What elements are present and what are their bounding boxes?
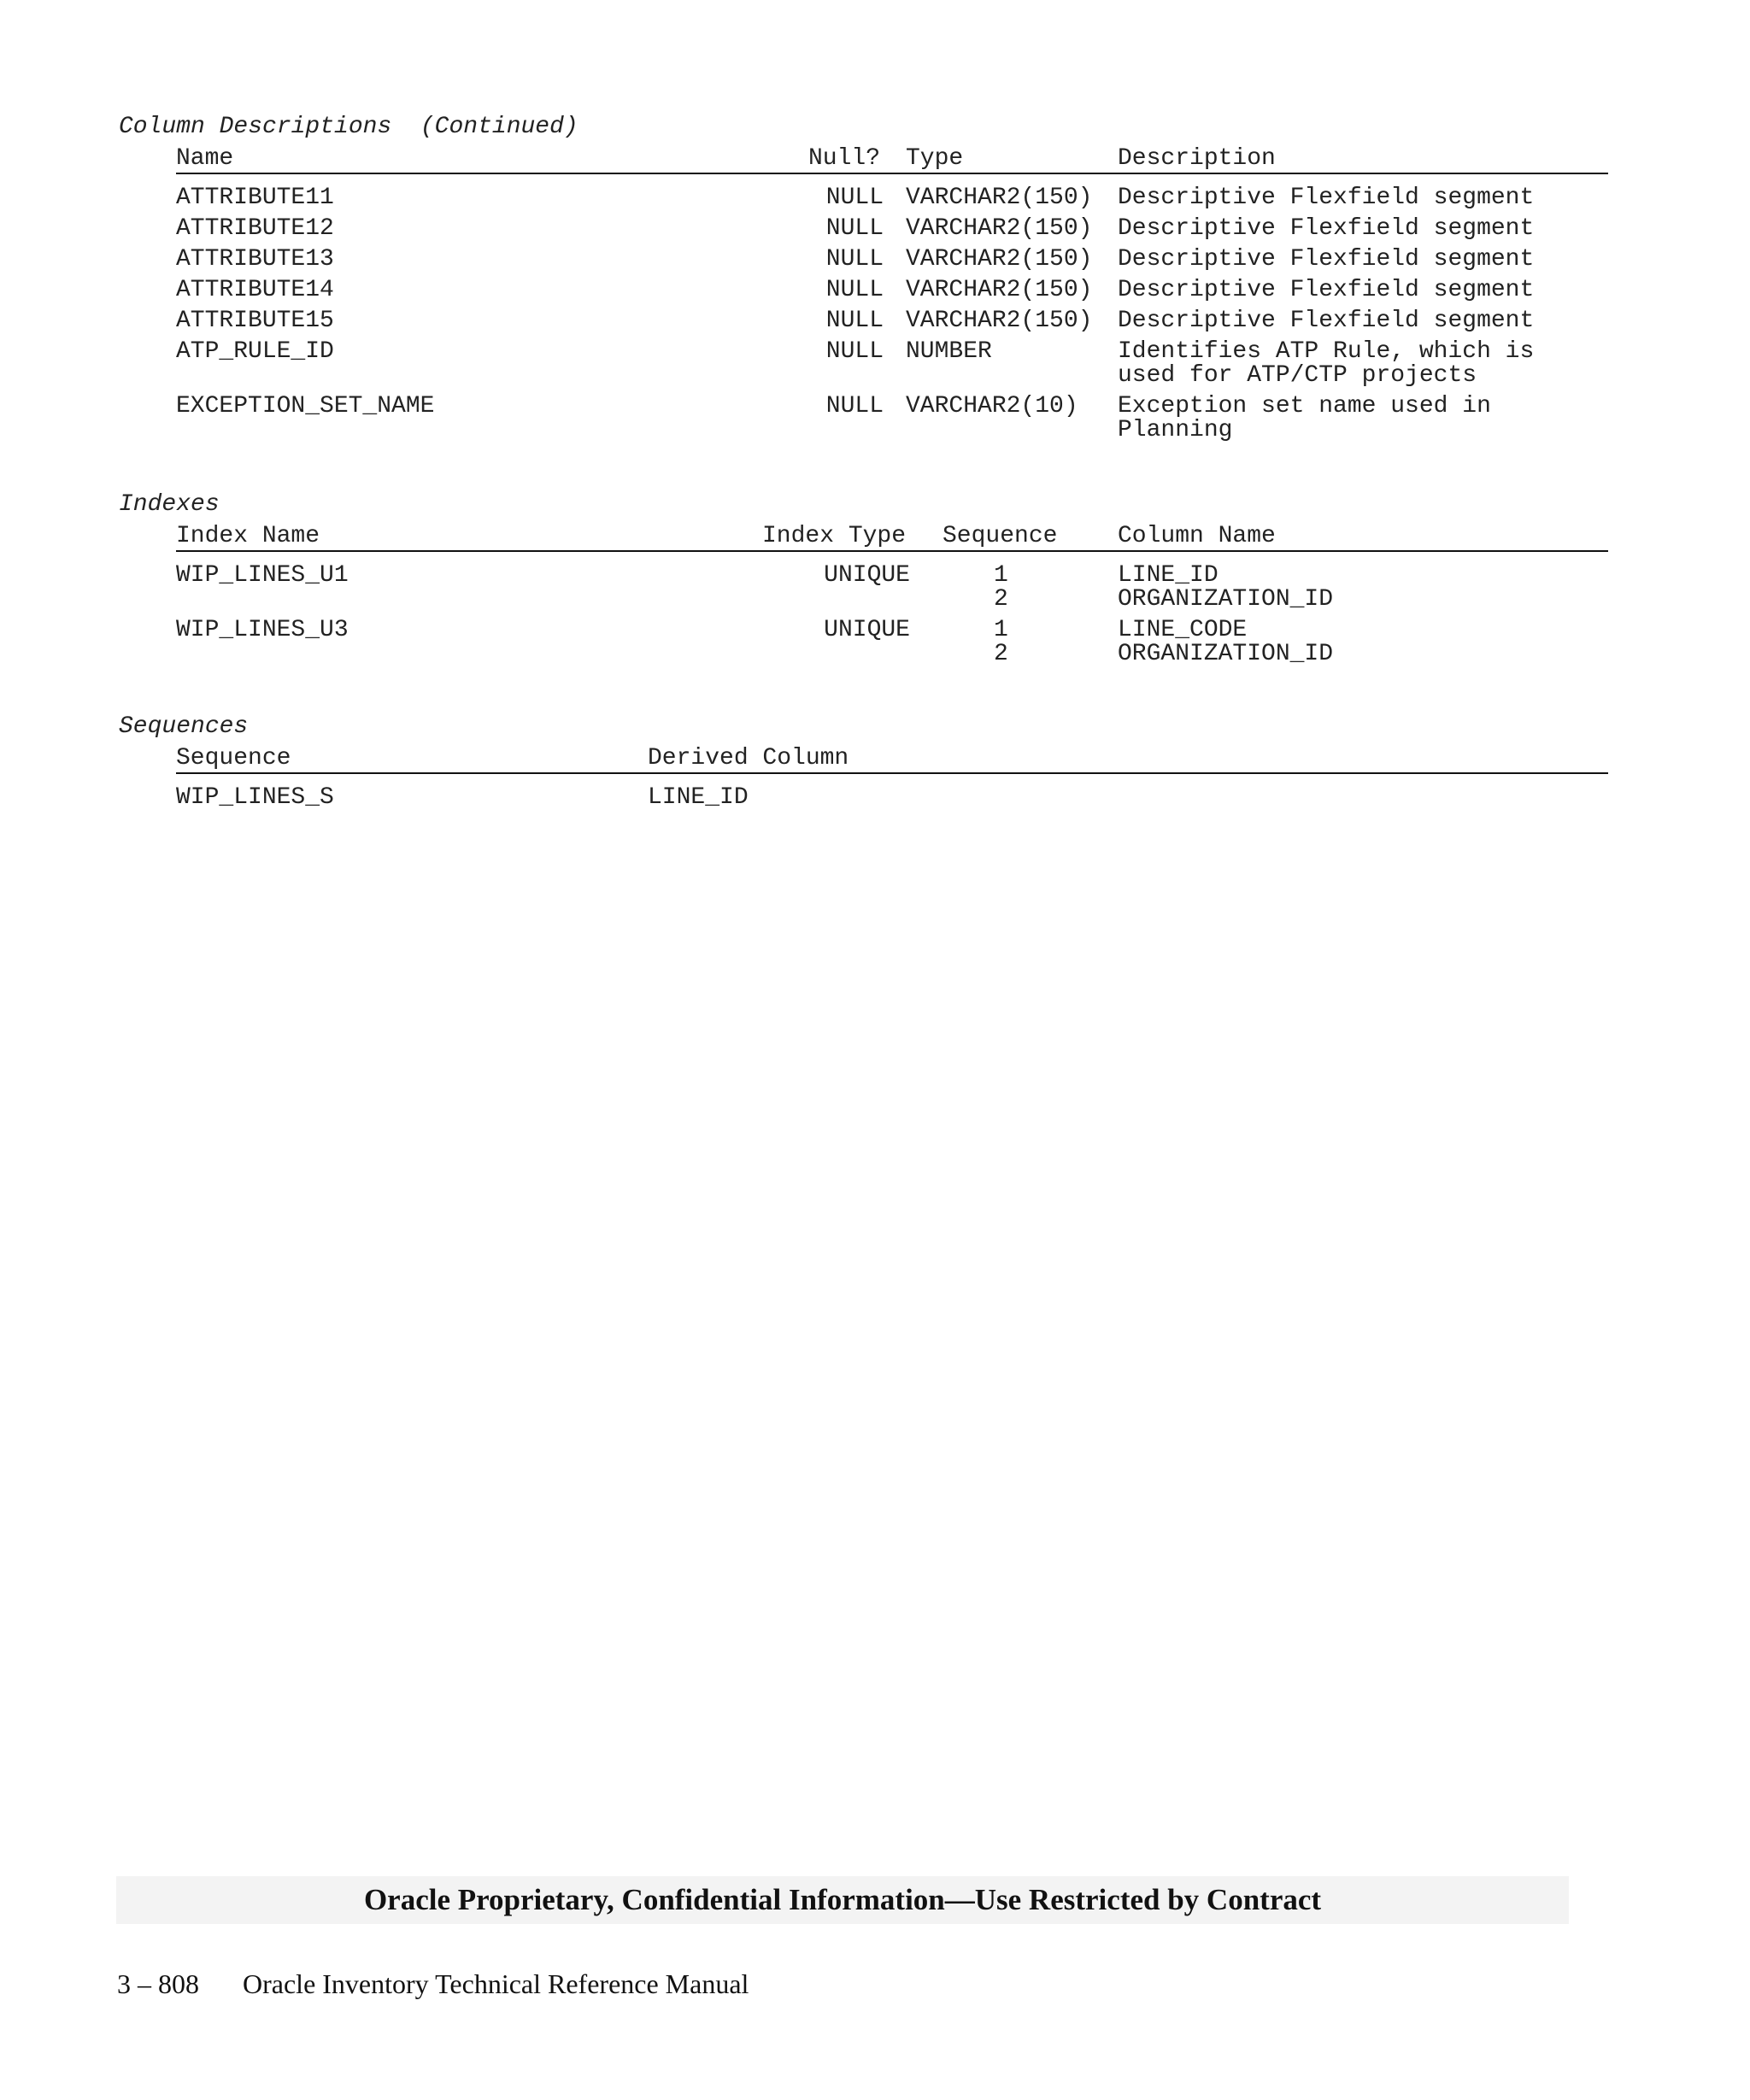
col-header-type: Type <box>906 145 964 172</box>
column-row-name: ATP_RULE_ID <box>176 338 334 365</box>
column-row-type: VARCHAR2(150) <box>906 215 1093 242</box>
index-row-name: WIP_LINES_U3 <box>176 617 349 643</box>
index-row-sequence: 2 <box>994 586 1008 613</box>
col-header-name: Name <box>176 145 234 172</box>
sequence-header-rule <box>176 772 1608 774</box>
page-number: 3 – 808 <box>117 1968 199 1999</box>
sequence-header-sequence: Sequence <box>176 745 291 771</box>
sequence-row-name: WIP_LINES_S <box>176 784 334 811</box>
indexes-title: Indexes <box>119 491 220 518</box>
index-header-sequence: Sequence <box>943 523 1058 549</box>
column-row-null: NULL <box>825 308 884 334</box>
column-row-null: NULL <box>825 185 884 211</box>
column-row-description-cont: used for ATP/CTP projects <box>1118 362 1477 389</box>
column-row-name: ATTRIBUTE11 <box>176 185 334 211</box>
confidential-banner-text: Oracle Proprietary, Confidential Information––Use Restricted by Contract <box>363 1883 1322 1916</box>
index-header-type: Index Type <box>762 523 907 549</box>
column-row-description: Descriptive Flexfield segment <box>1118 308 1535 334</box>
sequence-row-derived-column: LINE_ID <box>648 784 749 811</box>
index-row-name: WIP_LINES_U1 <box>176 562 349 589</box>
column-row-description: Descriptive Flexfield segment <box>1118 246 1535 273</box>
column-row-description: Identifies ATP Rule, which is <box>1118 338 1535 365</box>
index-row-column: LINE_CODE <box>1118 617 1248 643</box>
col-header-null: Null? <box>808 145 881 172</box>
sequences-title: Sequences <box>119 713 249 740</box>
column-row-type: VARCHAR2(150) <box>906 246 1093 273</box>
index-row-sequence: 1 <box>994 617 1008 643</box>
column-row-type: VARCHAR2(150) <box>906 308 1093 334</box>
index-row-sequence: 2 <box>994 641 1008 667</box>
index-header-column-name: Column Name <box>1118 523 1276 549</box>
index-row-column: LINE_ID <box>1118 562 1219 589</box>
column-row-type: NUMBER <box>906 338 992 365</box>
index-row-type: UNIQUE <box>824 562 910 589</box>
column-row-type: VARCHAR2(10) <box>906 393 1078 419</box>
index-row-column: ORGANIZATION_ID <box>1118 641 1334 667</box>
column-header-rule <box>176 173 1608 174</box>
index-header-name: Index Name <box>176 523 320 549</box>
manual-title: Oracle Inventory Technical Reference Manual <box>243 1968 749 1999</box>
column-row-name: EXCEPTION_SET_NAME <box>176 393 435 419</box>
column-row-description: Exception set name used in <box>1118 393 1491 419</box>
column-row-description: Descriptive Flexfield segment <box>1118 277 1535 303</box>
column-row-null: NULL <box>825 246 884 273</box>
column-row-description: Descriptive Flexfield segment <box>1118 185 1535 211</box>
column-row-null: NULL <box>825 393 884 419</box>
column-row-name: ATTRIBUTE12 <box>176 215 334 242</box>
column-row-null: NULL <box>825 215 884 242</box>
column-row-null: NULL <box>825 277 884 303</box>
column-row-name: ATTRIBUTE14 <box>176 277 334 303</box>
index-row-column: ORGANIZATION_ID <box>1118 586 1334 613</box>
column-row-name: ATTRIBUTE13 <box>176 246 334 273</box>
column-row-description-cont: Planning <box>1118 417 1233 443</box>
column-row-type: VARCHAR2(150) <box>906 277 1093 303</box>
continued-label: (Continued) <box>420 114 578 140</box>
sequence-header-derived-column: Derived Column <box>648 745 849 771</box>
column-row-description: Descriptive Flexfield segment <box>1118 215 1535 242</box>
index-row-sequence: 1 <box>994 562 1008 589</box>
column-descriptions-title <box>119 115 578 139</box>
column-row-type: VARCHAR2(150) <box>906 185 1093 211</box>
confidential-banner <box>116 1876 1569 1924</box>
index-row-type: UNIQUE <box>824 617 910 643</box>
column-row-name: ATTRIBUTE15 <box>176 308 334 334</box>
index-header-rule <box>176 550 1608 552</box>
section-title-text: Column Descriptions <box>119 114 392 140</box>
column-row-null: NULL <box>825 338 884 365</box>
col-header-description: Description <box>1118 145 1276 172</box>
